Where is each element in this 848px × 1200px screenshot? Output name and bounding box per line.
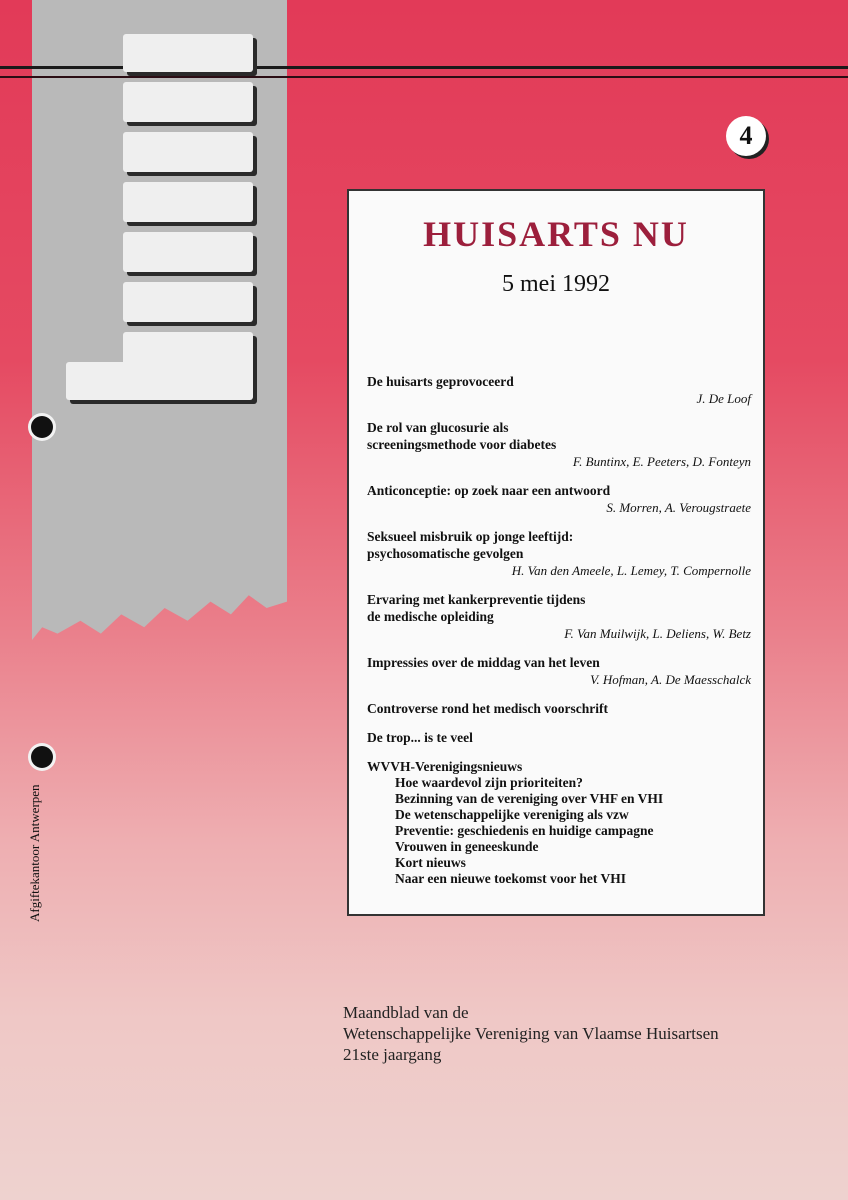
toc-entry-authors: H. Van den Ameele, L. Lemey, T. Compernolle [511, 563, 751, 578]
toc-entry-title: Anticonceptie: op zoek naar een antwoord [367, 483, 611, 498]
toc-entry-title: De huisarts geprovoceerd [367, 374, 514, 389]
toc-entry [367, 654, 751, 688]
association-news-item: Vrouwen in geneeskunde [395, 839, 539, 854]
association-news-section [367, 758, 751, 887]
footer-line-1: Maandblad van de [343, 1003, 469, 1022]
issue-date: 5 mei 1992 [502, 271, 610, 297]
association-news-item: Bezinning van de vereniging over VHF en VHI [395, 791, 664, 806]
toc-entry-authors: S. Morren, A. Verougstraete [606, 500, 751, 515]
table-of-contents-panel [347, 189, 765, 916]
binder-hole-bottom [31, 746, 53, 768]
toc-entry [367, 528, 751, 579]
postal-office-label: Afgiftekantoor Antwerpen [27, 784, 42, 922]
toc-entry-title: Controverse rond het medisch voorschrift [367, 701, 608, 716]
issue-number-badge: 4 [726, 116, 766, 156]
toc-entry-title: Seksueel misbruik op jonge leeftijd: psychosomatische gevolgen [367, 529, 574, 561]
toc-entry-title: Impressies over de middag van het leven [367, 655, 600, 670]
association-news-item: Naar een nieuwe toekomst voor het VHI [395, 871, 626, 886]
toc-entry-authors: F. Buntinx, E. Peeters, D. Fonteyn [572, 454, 751, 469]
hnu-logo-icon [60, 28, 270, 408]
association-news-list [367, 775, 751, 887]
publication-footer [343, 1002, 719, 1065]
toc-entry-authors: F. Van Muilwijk, L. Deliens, W. Betz [564, 626, 751, 641]
toc-entry [367, 591, 751, 642]
toc-entry-authors: V. Hofman, A. De Maesschalck [590, 672, 751, 687]
association-news-item: Preventie: geschiedenis en huidige campagne [395, 823, 654, 838]
toc-entry [367, 729, 751, 746]
table-of-contents [367, 373, 751, 899]
association-news-heading: WVVH-Verenigingsnieuws [367, 759, 523, 774]
toc-entry [367, 482, 751, 516]
toc-entry [367, 373, 751, 407]
association-news-item: Hoe waardevol zijn prioriteiten? [395, 775, 583, 790]
toc-entry [367, 419, 751, 470]
binder-hole-top [31, 416, 53, 438]
toc-entry-title: De trop... is te veel [367, 730, 473, 745]
journal-title: HUISARTS NU [423, 214, 689, 254]
toc-entry-title: Ervaring met kankerpreventie tijdens de medische opleiding [367, 592, 586, 624]
association-news-item: De wetenschappelijke vereniging als vzw [395, 807, 629, 822]
toc-entry [367, 700, 751, 717]
toc-entry-authors: J. De Loof [696, 391, 751, 406]
footer-line-3: 21ste jaargang [343, 1045, 442, 1064]
association-news-item: Kort nieuws [395, 855, 466, 870]
toc-entry-title: De rol van glucosurie als screeningsmethode voor diabetes [367, 420, 557, 452]
footer-line-2: Wetenschappelijke Vereniging van Vlaamse Huisartsen [343, 1024, 719, 1043]
